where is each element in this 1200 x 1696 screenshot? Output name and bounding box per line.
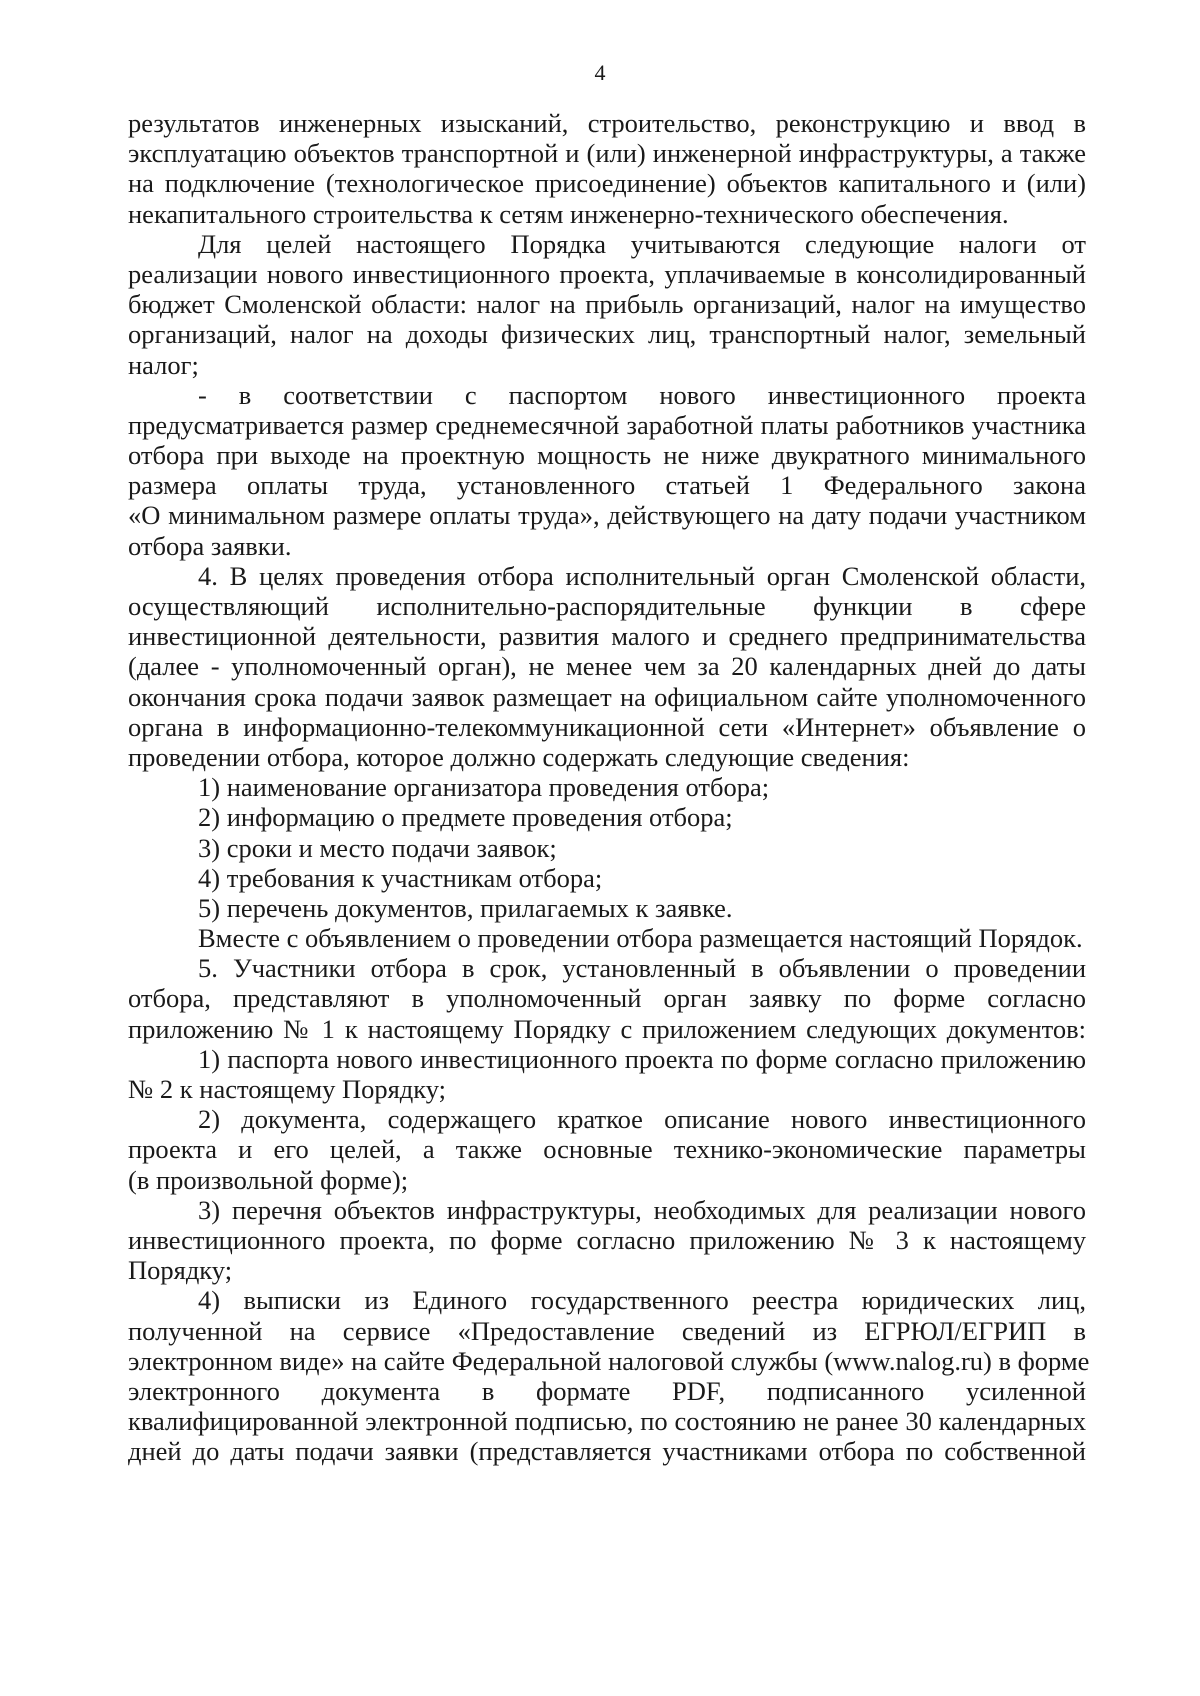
text-line: полученной на сервисе «Предоставление сведений из ЕГРЮЛ/ЕГРИП в [128, 1315, 1086, 1346]
text-line: 4. В целях проведения отбора исполнительный орган Смоленской области, [198, 560, 1086, 591]
text-line: № 2 к настоящему Порядку; [128, 1074, 447, 1104]
text-line: 5. Участники отбора в срок, установленный в объявлении о проведении [198, 953, 1086, 984]
text-line: отбора при выходе на проектную мощность не ниже двукратного минимального [128, 440, 1086, 471]
text-line: 2) документа, содержащего краткое описание нового инвестиционного [198, 1104, 1086, 1135]
text-line: размера оплаты труда, установленного статьей 1 Федерального закона [128, 470, 1086, 501]
text-line: проекта и его целей, а также основные технико-экономические параметры [128, 1134, 1086, 1165]
text-line: Вместе с объявлением о проведении отбора размещается настоящий Порядок. [198, 923, 1083, 954]
text-line: 4) требования к участникам отбора; [198, 862, 603, 893]
text-line: бюджет Смоленской области: налог на прибыль организаций, налог на имущество [128, 289, 1086, 320]
text-line: отбора, представляют в уполномоченный орган заявку по форме согласно [128, 983, 1086, 1014]
text-line: на подключение (технологическое присоединение) объектов капитального и (или) [128, 168, 1086, 199]
text-line: 3) перечня объектов инфраструктуры, необходимых для реализации нового [198, 1194, 1086, 1225]
text-line: электронном виде» на сайте Федеральной налоговой службы (www.nalog.ru) в форме [128, 1345, 1090, 1376]
text-line: результатов инженерных изысканий, строительство, реконструкцию и ввод в [128, 108, 1086, 138]
text-line: (далее - уполномоченный орган), не менее чем за 20 календарных дней до даты [128, 651, 1086, 682]
text-line: электронного документа в формате PDF, подписанного усиленной [128, 1375, 1086, 1406]
text-line: налог; [128, 349, 199, 380]
text-line: реализации нового инвестиционного проекта, уплачиваемые в консолидированный [128, 258, 1086, 289]
text-line: проведении отбора, которое должно содержать следующие сведения: [128, 741, 910, 772]
text-line: дней до даты подачи заявки (представляется участниками отбора по собственной [128, 1436, 1086, 1467]
text-line: предусматривается размер среднемесячной заработной платы работников участника [128, 409, 1086, 440]
text-line: окончания срока подачи заявок размещает на официальном сайте уполномоченного [128, 681, 1086, 712]
text-line: 3) сроки и место подачи заявок; [198, 832, 557, 863]
text-line: 4) выписки из Единого государственного реестра юридических лиц, [198, 1285, 1086, 1316]
text-line: Порядку; [128, 1255, 233, 1286]
text-line: инвестиционной деятельности, развития малого и среднего предпринимательства [128, 621, 1086, 652]
text-line: - в соответствии с паспортом нового инвестиционного проекта [198, 379, 1086, 410]
text-line: некапитального строительства к сетям инженерно-технического обеспечения. [128, 198, 1009, 229]
text-line: эксплуатацию объектов транспортной и (или) инженерной инфраструктуры, а также [128, 138, 1086, 169]
text-line: (в произвольной форме); [128, 1164, 409, 1195]
text-line: организаций, налог на доходы физических лиц, транспортный налог, земельный [128, 319, 1086, 350]
text-line: 1) паспорта нового инвестиционного проекта по форме согласно приложению [198, 1043, 1086, 1074]
page-number: 4 [594, 60, 606, 85]
text-line: квалифицированной электронной подписью, по состоянию не ранее 30 календарных [128, 1406, 1086, 1437]
text-line: органа в информационно-телекоммуникационной сети «Интернет» объявление о [128, 711, 1086, 742]
document-body [128, 108, 1090, 1467]
text-line: приложению № 1 к настоящему Порядку с приложением следующих документов: [128, 1013, 1086, 1044]
text-line: осуществляющий исполнительно-распорядительные функции в сфере [128, 591, 1086, 621]
text-line: Для целей настоящего Порядка учитываются следующие налоги от [198, 228, 1086, 259]
text-line: отбора заявки. [128, 530, 292, 561]
text-line: инвестиционного проекта, по форме согласно приложению № 3 к настоящему [128, 1224, 1086, 1255]
text-line: 1) наименование организатора проведения отбора; [198, 772, 770, 803]
text-line: 5) перечень документов, прилагаемых к заявке. [198, 892, 733, 923]
text-line: 2) информацию о предмете проведения отбора; [198, 802, 733, 833]
text-line: «О минимальном размере оплаты труда», действующего на дату подачи участником [128, 500, 1086, 531]
